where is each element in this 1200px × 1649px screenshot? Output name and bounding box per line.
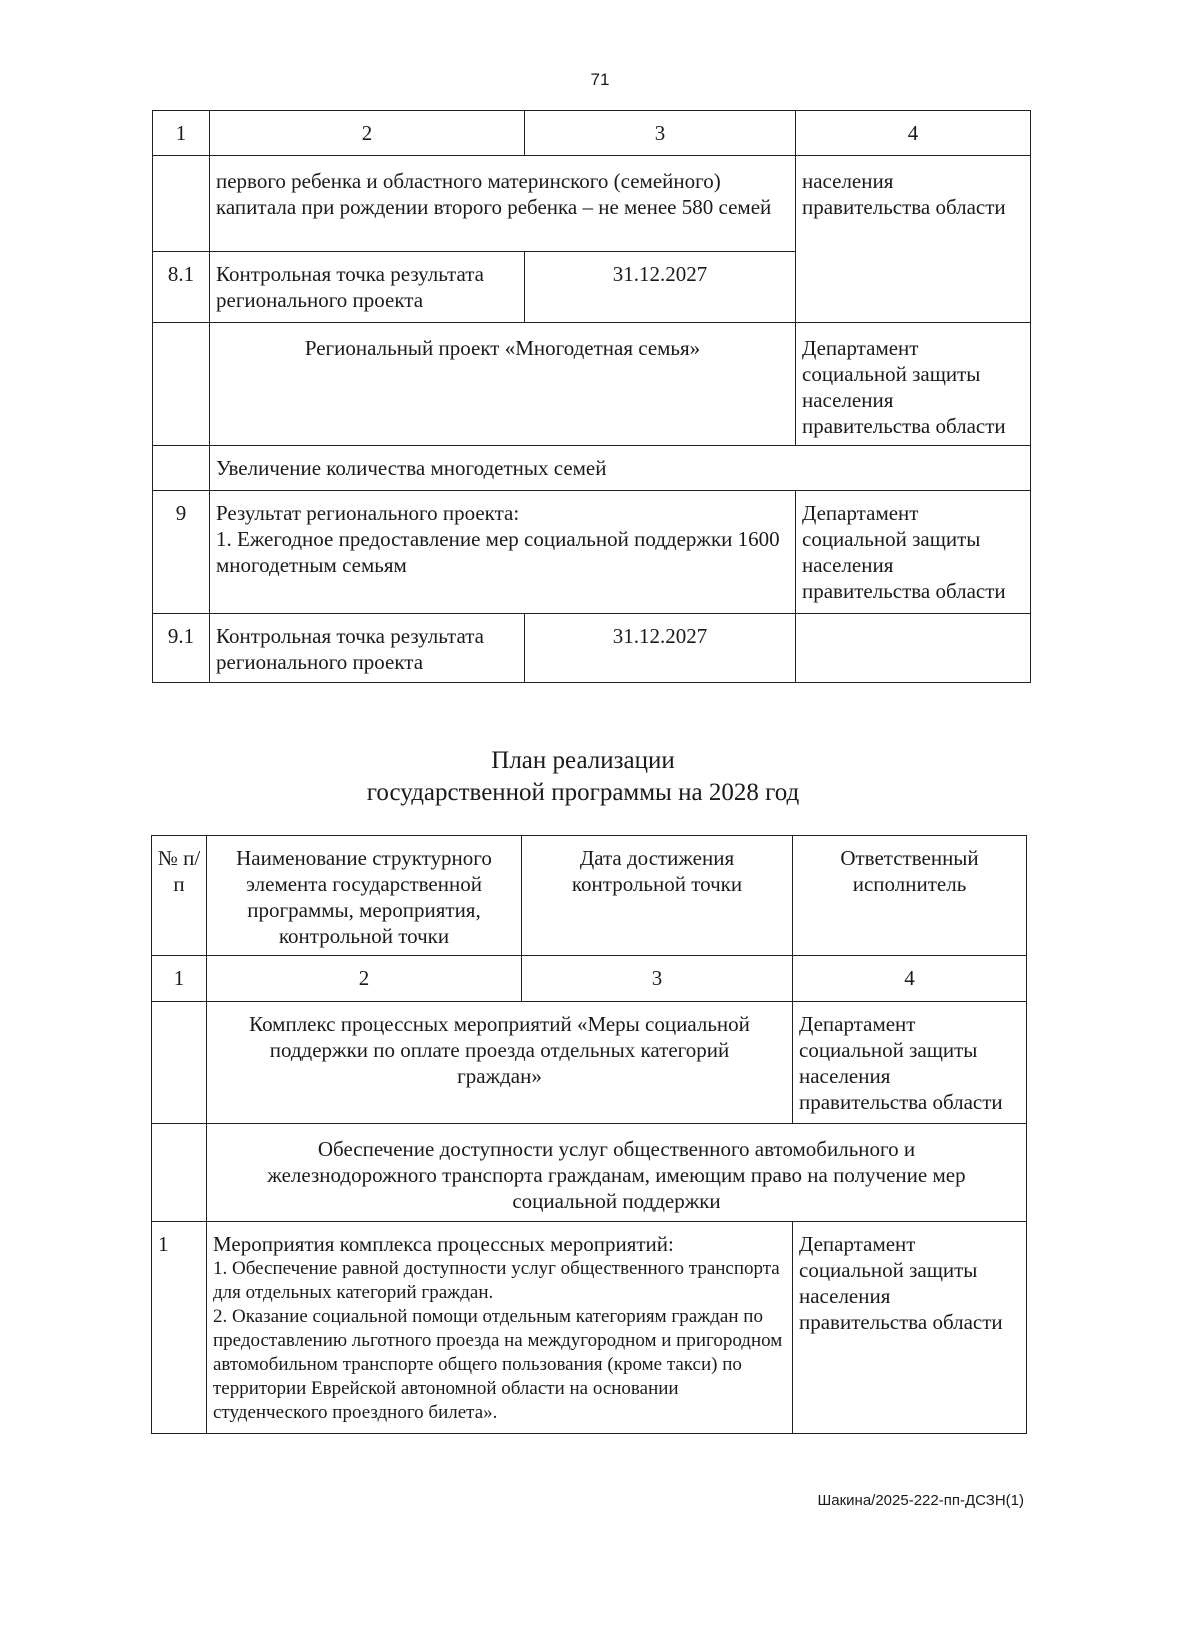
project-result-cell <box>210 491 796 614</box>
column-number-2: 2 <box>207 956 522 1002</box>
row-number-cell: 1 <box>152 1222 207 1434</box>
table-row <box>152 1222 1027 1434</box>
executor-cell: Департамент социальной защиты населения правительства области <box>793 1002 1027 1124</box>
column-number-1: 1 <box>153 111 210 156</box>
table-row <box>153 614 1031 683</box>
table-row <box>153 491 1031 614</box>
row-number-cell: 9 <box>153 491 210 614</box>
row-number-cell <box>153 446 210 491</box>
header-name: Наименование структурного элемента государственной программы, мероприятия, контрольной точки <box>207 836 522 956</box>
executor-cell <box>796 614 1031 683</box>
row-number-cell <box>153 156 210 252</box>
task-text: Обеспечение доступности услуг общественного автомобильного и железнодорожного транспорта гражданам, имеющим право на получение мер социальной поддержки <box>207 1124 1027 1222</box>
column-number-4: 4 <box>793 956 1027 1002</box>
executor-cell: Департамент социальной защиты населения правительства области <box>796 323 1031 446</box>
row-number-cell <box>152 1002 207 1124</box>
document-footer: Шакина/2025-222-пп-ДСЗН(1) <box>817 1492 1024 1509</box>
result-item: 1. Ежегодное предоставление мер социальной поддержки 1600 многодетным семьям <box>216 527 780 577</box>
column-number-3: 3 <box>525 111 796 156</box>
plan-heading <box>0 745 1166 809</box>
executor-cell: населения правительства области <box>796 156 1031 323</box>
table-row <box>153 446 1031 491</box>
table-row <box>153 323 1031 446</box>
process-complex-title: Комплекс процессных мероприятий «Меры социальной поддержки по оплате проезда отдельных категорий граждан» <box>207 1002 793 1124</box>
column-number-row <box>153 111 1031 156</box>
table-row <box>152 1002 1027 1124</box>
control-point-date: 31.12.2027 <box>525 614 796 683</box>
column-number-4: 4 <box>796 111 1031 156</box>
plan-heading-line-1: План реализации <box>491 747 675 774</box>
row-number-cell <box>152 1124 207 1222</box>
control-point-date: 31.12.2027 <box>525 252 796 323</box>
row-number-cell: 8.1 <box>153 252 210 323</box>
measures-cell <box>207 1222 793 1434</box>
column-number-row <box>152 956 1027 1002</box>
plan-2028-table <box>151 835 1027 1434</box>
header-executor: Ответственный исполнитель <box>793 836 1027 956</box>
header-number: № п/п <box>152 836 207 956</box>
result-heading: Результат регионального проекта: <box>216 501 520 525</box>
task-text: Увеличение количества многодетных семей <box>210 446 1031 491</box>
table-row <box>153 156 1031 252</box>
measures-heading: Мероприятия комплекса процессных мероприятий: <box>213 1232 674 1256</box>
executor-cell: Департамент социальной защиты населения правительства области <box>793 1222 1027 1434</box>
result-text-continued: первого ребенка и областного материнского (семейного) капитала при рождении второго ребенка – не менее 580 семей <box>210 156 796 252</box>
row-number-cell: 9.1 <box>153 614 210 683</box>
plan-heading-line-2: государственной программы на 2028 год <box>366 779 800 806</box>
column-number-3: 3 <box>522 956 793 1002</box>
control-point-name: Контрольная точка результата регионального проекта <box>210 252 525 323</box>
table-row <box>152 1124 1027 1222</box>
executor-cell: Департамент социальной защиты населения правительства области <box>796 491 1031 614</box>
header-date: Дата достижения контрольной точки <box>522 836 793 956</box>
column-number-2: 2 <box>210 111 525 156</box>
page-number: 71 <box>590 70 610 89</box>
header-row <box>152 836 1027 956</box>
measure-item: 2. Оказание социальной помощи отдельным категориям граждан по предоставлению льготного проезда на междугородном и пригородном автомобильном транспорте общего пользования (кроме такси) по территории Еврейской автономной области на основании студенческого проездного билета». <box>213 1306 783 1423</box>
control-point-name: Контрольная точка результата регионального проекта <box>210 614 525 683</box>
row-number-cell <box>153 323 210 446</box>
plan-table-continued <box>152 110 1031 683</box>
regional-project-title: Региональный проект «Многодетная семья» <box>210 323 796 446</box>
column-number-1: 1 <box>152 956 207 1002</box>
measure-item: 1. Обеспечение равной доступности услуг общественного транспорта для отдельных категорий граждан. <box>213 1258 780 1303</box>
